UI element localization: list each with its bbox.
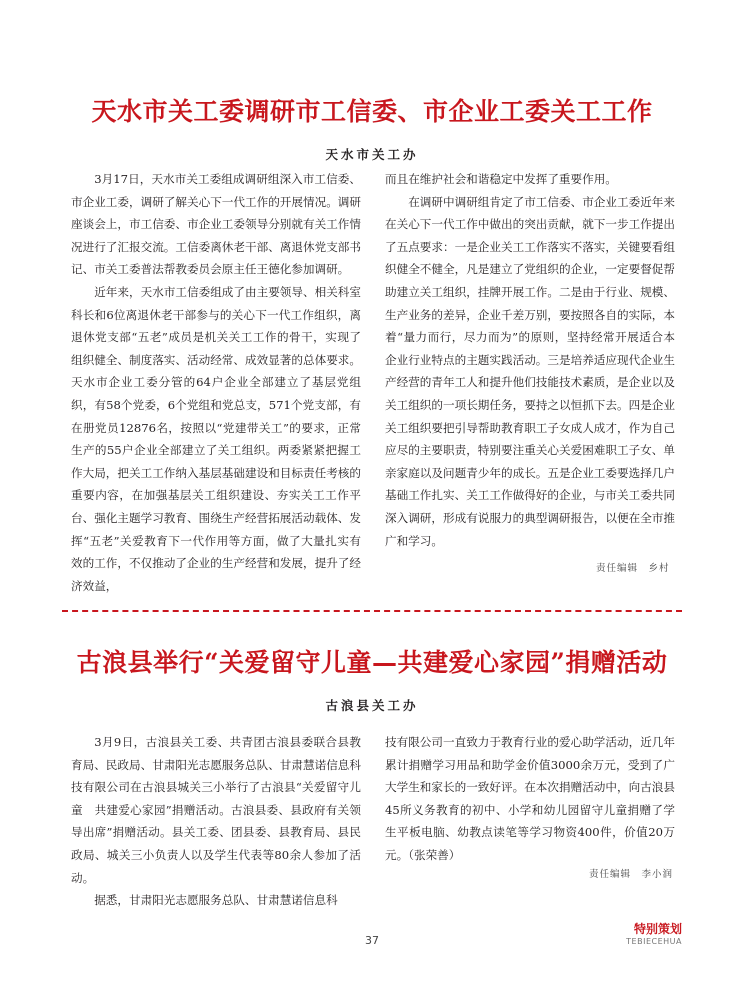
article1-editor-credit: 责任编辑 乡村 <box>596 563 670 574</box>
section-label <box>626 920 682 946</box>
article1-right-paragraph-1: 而且在维护社会和谐稳定中发挥了重要作用。 <box>385 172 617 186</box>
article1-left-paragraph-1: 3月17日，天水市关工委组成调研组深入市工信委、市企业工委，调研了解关心下一代工作的开展情况。调研座谈会上，市工信委、市企业工委领导分别就有关工作情况进行了汇报交流。工信委离休老干部、离退休党支部书记、市关工委普法帮教委员会原主任王德化参加调研。 <box>71 172 361 277</box>
article2-editor-credit: 责任编辑 李小润 <box>589 869 674 880</box>
article1-right-paragraph-2: 在调研中调研组肯定了市工信委、市企业工委近年来在关心下一代工作中做出的突出贡献，就下一步工作提出了五点要求：一是企业关工工作落实不落实，关键要看组织健全不健全，凡是建立了党组织的企业，一定要督促帮助建立关工组织，挂牌开展工作。二是由于行业、规模、生产业务的差异，企业千差万别，要按照各自的实际，本着“量力而行，尽力而为”的原则，坚持经常开展适合本企业行业特点的主题实践活动。三是培养适应现代企业生产经营的青年工人和提升他们技能技术素质，是企业以及关工组织的一项长期任务，要持之以恒抓下去。四是企业关工组织要把引导帮助教育职工子女成人成才，作为自己应尽的主要职责，特别要注重关心关爱困难职工子女、单亲家庭以及问题青少年的成长。五是企业工委要选择几户基础工作扎实、关工工作做得好的企业，与市关工委共同深入调研，形成有说服力的典型调研报告，以便在全市推广和学习。 <box>385 194 675 548</box>
section-divider <box>62 610 682 612</box>
article2-right-column <box>385 731 675 867</box>
article2-right-paragraph-1: 技有限公司一直致力于教育行业的爱心助学活动，近几年累计捐赠学习用品和助学金价值3000余万元，受到了广大学生和家长的一致好评。在本次捐赠活动中，向古浪县45所义务教育的初中、小学和幼儿园留守儿童捐赠了学生平板电脑、幼教点读笔等学习物资400件，价值20万元。（张荣善） <box>385 735 675 862</box>
article2-title: 古浪县举行“关爱留守儿童—共建爱心家园”捐赠活动 <box>76 648 668 677</box>
section-label-en: TEBIECEHUA <box>626 937 682 946</box>
section-label-cn: 特别策划 <box>633 922 682 936</box>
article2-left-paragraph-1: 3月9日，古浪县关工委、共青团古浪县委联合县教育局、民政局、甘肃阳光志愿服务总队、甘肃慧诺信息科技有限公司在古浪县城关三小举行了古浪县“关爱留守儿童 共建爱心家园”捐赠活动。古浪县委、县政府有关领导出席”捐赠活动。县关工委、团县委、县教育局、县民政局、城关三小负责人以及学生代表等80余人参加了活动。 <box>71 735 361 885</box>
article1-left-column <box>71 168 361 597</box>
article2-left-paragraph-2: 据悉，甘肃阳光志愿服务总队、甘肃慧诺信息科 <box>94 893 338 908</box>
page-number: 37 <box>365 934 379 947</box>
article1-title: 天水市关工委调研市工信委、市企业工委关工工作 <box>91 97 653 126</box>
article1-byline: 天水市关工办 <box>325 147 419 162</box>
article1-right-column <box>385 168 675 552</box>
article2-left-column <box>71 731 361 912</box>
article2-byline: 古浪县关工办 <box>325 698 419 713</box>
article1-left-paragraph-2: 近年来，天水市工信委组成了由主要领导、相关科室科长和6位离退休老干部参与的关心下一代工作组织，离退休党支部“五老”成员是机关关工工作的骨干，实现了组织健全、制度落实、活动经常、成效显著的总体要求。天水市企业工委分管的64户企业全部建立了基层党组织，有58个党委，6个党组和党总支，571个党支部，有在册党员12876名，按照以“党建带关工”的要求，正常生产的55户企业全部建立了关工组织。两委紧紧把握工作大局，把关工工作纳入基层基础建设和目标责任考核的重要内容，在加强基层关工组织建设、夯实关工工作平台、强化主题学习教育、围绕生产经营拓展活动载体、发挥“五老”关爱教育下一代作用等方面，做了大量扎实有效的工作，不仅推动了企业的生产经营和发展，提升了经济效益， <box>71 284 361 593</box>
